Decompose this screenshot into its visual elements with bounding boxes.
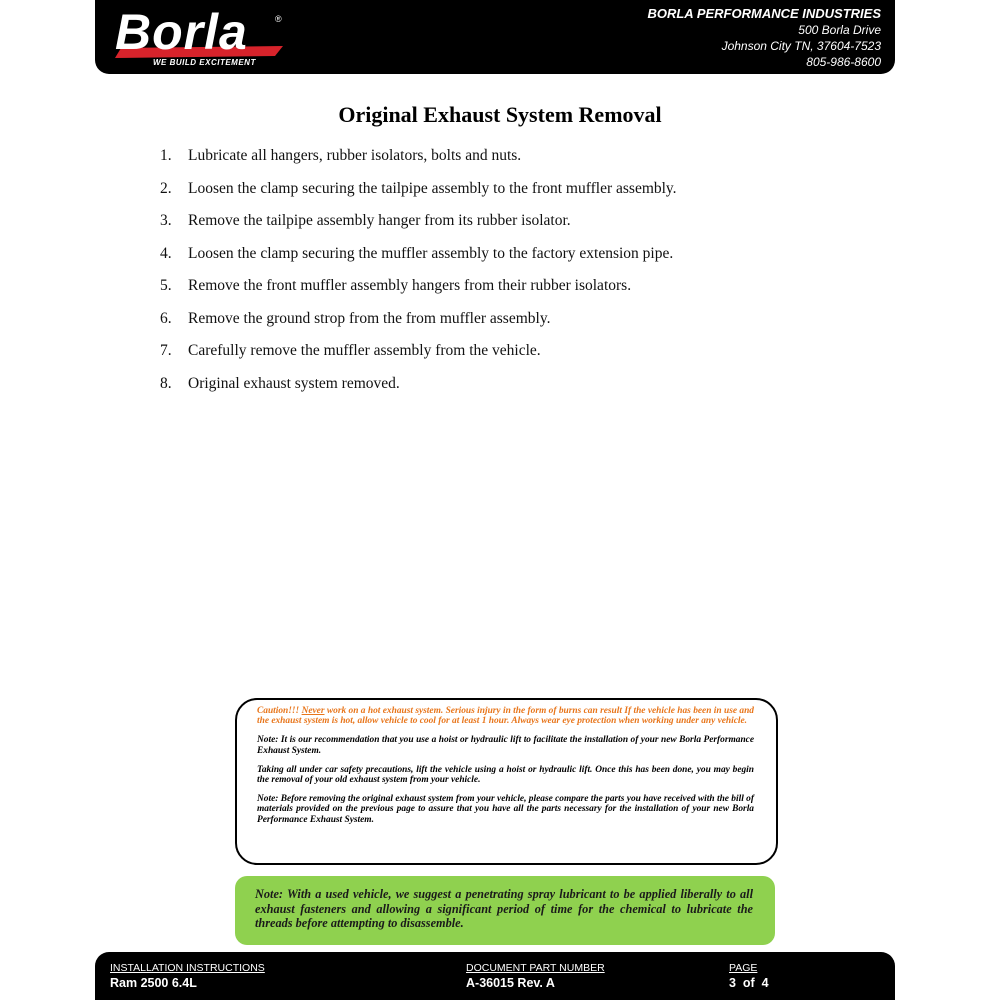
step-number: 5. (160, 277, 172, 294)
footer-page (729, 961, 769, 992)
caution-never: Never (301, 706, 325, 716)
note-hoist: Note: It is our recommendation that you use a hoist or hydraulic lift to facilitate the installation of your new Borla Performance Exhaust System. (257, 735, 754, 756)
company-info (647, 6, 881, 70)
note-compare-parts: Note: Before removing the original exhaust system from your vehicle, please compare the parts you have received with the bill of materials provided on the previous page to assure that you have all the parts necessary for the installation of your new Borla Performance Exhaust System. (257, 794, 754, 825)
company-phone: 805-986-8600 (806, 55, 881, 69)
lubricant-note-box: Note: With a used vehicle, we suggest a penetrating spray lubricant to be applied liberally to all exhaust fasteners and allowing a significant period of time for the chemical to lubricate the threads before attempting to disassemble. (235, 876, 775, 945)
note-safety: Taking all under car safety precautions, lift the vehicle using a hoist or hydraulic lift. Once this has been done, you may begin the removal of your old exhaust system from your vehicle. (257, 764, 754, 786)
step-text: Remove the tailpipe assembly hanger from its rubber isolator. (188, 212, 571, 229)
caution-prefix: Caution!!! (257, 706, 302, 716)
step-item (160, 211, 860, 244)
step-number: 2. (160, 179, 172, 197)
removal-steps-list (160, 146, 860, 406)
footer-document (466, 961, 605, 992)
logo-registered-mark: ® (275, 14, 282, 24)
step-item (160, 244, 860, 277)
caution-notes-box (235, 698, 778, 865)
step-item (160, 341, 860, 374)
footer-document-value: A-36015 Rev. A (466, 976, 555, 990)
step-number: 6. (160, 309, 172, 327)
step-text: Loosen the clamp securing the tailpipe assembly to the front muffler assembly. (188, 179, 677, 197)
footer-instructions-value: Ram 2500 6.4L (110, 976, 197, 990)
step-text: Lubricate all hangers, rubber isolators, bolts and nuts. (188, 147, 522, 164)
step-item (160, 276, 860, 309)
footer-instructions (110, 961, 265, 992)
footer-instructions-label: INSTALLATION INSTRUCTIONS (110, 962, 265, 974)
step-item (160, 309, 860, 342)
borla-logo (115, 6, 285, 68)
step-item (160, 179, 860, 212)
step-text: Carefully remove the muffler assembly from the vehicle. (188, 342, 541, 359)
step-number: 1. (160, 147, 172, 164)
footer-page-value: 3 of 4 (729, 976, 769, 990)
step-item (160, 146, 860, 179)
caution-warning (257, 706, 754, 726)
footer-page-label: PAGE (729, 962, 758, 974)
step-number: 4. (160, 244, 172, 262)
page-title: Original Exhaust System Removal (338, 102, 662, 127)
step-number: 3. (160, 212, 172, 229)
step-number: 7. (160, 342, 172, 359)
step-text: Original exhaust system removed. (188, 374, 400, 392)
company-name: BORLA PERFORMANCE INDUSTRIES (647, 6, 881, 21)
logo-tagline: WE BUILD EXCITEMENT (153, 58, 256, 67)
step-text: Remove the ground strop from the from muffler assembly. (188, 309, 551, 327)
logo-wordmark: Borla (115, 4, 248, 60)
step-number: 8. (160, 374, 172, 392)
step-text: Loosen the clamp securing the muffler assembly to the factory extension pipe. (188, 244, 674, 262)
caution-rest: work on a hot exhaust system. Serious injury in the form of burns can result If the vehicle has been in use and the exhaust system is hot, allow vehicle to cool for at least 1 hour. Always wear eye protection when working under any vehicle. (257, 706, 754, 727)
footer-document-label: DOCUMENT PART NUMBER (466, 962, 605, 974)
step-text: Remove the front muffler assembly hangers from their rubber isolators. (188, 277, 632, 294)
company-address-line1: 500 Borla Drive (798, 23, 881, 37)
step-item (160, 374, 860, 407)
company-address-line2: Johnson City TN, 37604-7523 (721, 39, 881, 53)
page-footer (95, 952, 895, 1000)
page-header (95, 0, 895, 74)
